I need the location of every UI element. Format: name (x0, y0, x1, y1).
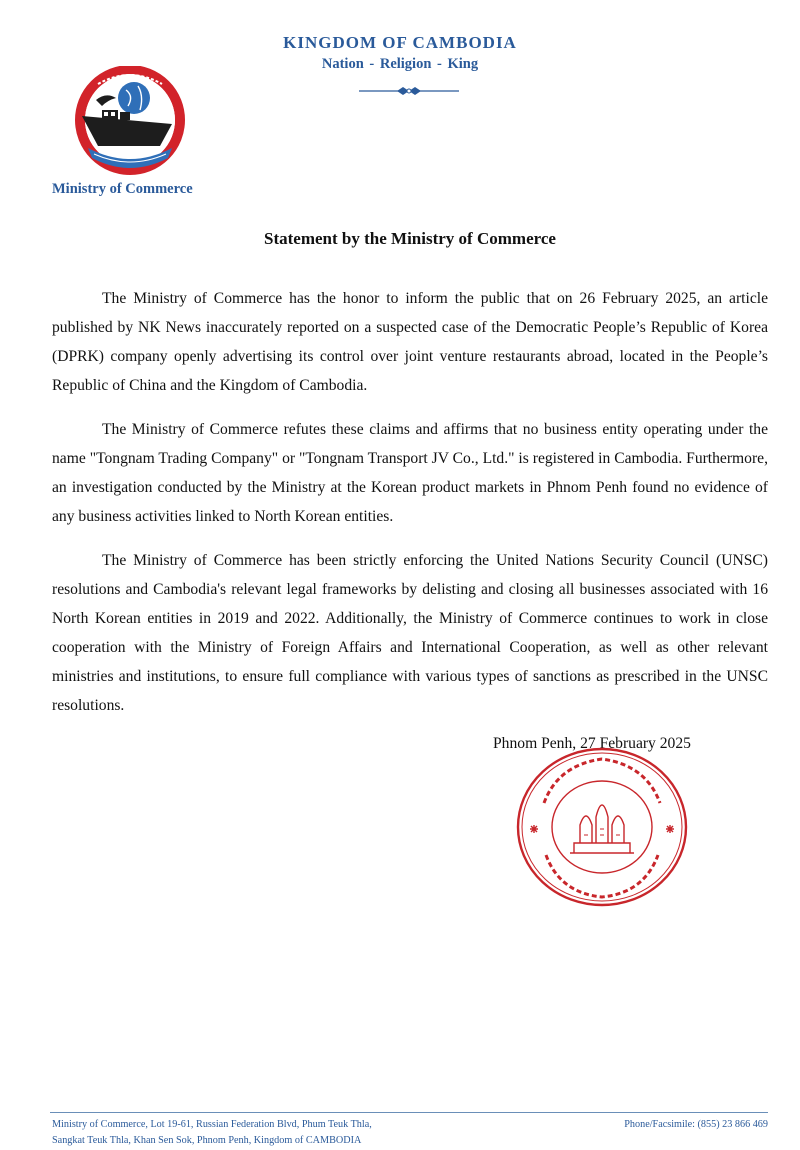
footer-phone: Phone/Facsimile: (855) 23 866 469 (624, 1119, 768, 1130)
national-motto: Nation - Religion - King (321, 56, 479, 72)
paragraph: The Ministry of Commerce has the honor to inform the public that on 26 February 2025, an article published by NK News inaccurately reported on a suspected case of the Democratic People’s Republic of Korea (DPRK) company openly advertising its control over joint venture restaurants abroad, located in the People’s Republic of China and the Kingdom of Cambodia. (52, 290, 768, 394)
official-seal-stamp-icon (514, 745, 690, 910)
footer-address-line: Sangkat Teuk Thla, Khan Sen Sok, Phnom Penh, Kingdom of CAMBODIA (52, 1135, 362, 1146)
kingdom-title: KINGDOM OF CAMBODIA (283, 33, 517, 52)
footer-address (52, 1117, 372, 1149)
paragraph: The Ministry of Commerce refutes these claims and affirms that no business entity operating under the name "Tongnam Trading Company" or "Tongnam Transport JV Co., Ltd." is registered in Cambodia. Furthermore, an investigation conducted by the Ministry at the Korean product markets in Phnom Penh found no evidence of any business activities linked to North Korean entities. (52, 421, 768, 525)
statement-title: Statement by the Ministry of Commerce (264, 229, 556, 248)
ministry-logo-icon (68, 66, 196, 176)
paragraph: The Ministry of Commerce has been strictly enforcing the United Nations Security Council (UNSC) resolutions and Cambodia's relevant legal frameworks by delisting and closing all businesses associated with 16 North Korean entities in 2019 and 2022. Additionally, the Ministry of Commerce continues to work in close cooperation with the Ministry of Foreign Affairs and International Cooperation, as well as other relevant ministries and institutions, to ensure full compliance with various types of sanctions as prescribed in the UNSC resolutions. (52, 552, 768, 714)
place-date: Phnom Penh, 27 February 2025 (493, 735, 691, 752)
footer-address-line: Ministry of Commerce, Lot 19-61, Russian Federation Blvd, Phum Teuk Thla, (52, 1119, 372, 1130)
letterhead (0, 0, 800, 210)
ornament-divider-icon (357, 84, 461, 98)
ministry-name: Ministry of Commerce (52, 181, 193, 197)
footer-divider (50, 1112, 768, 1113)
statement-body (52, 284, 768, 735)
